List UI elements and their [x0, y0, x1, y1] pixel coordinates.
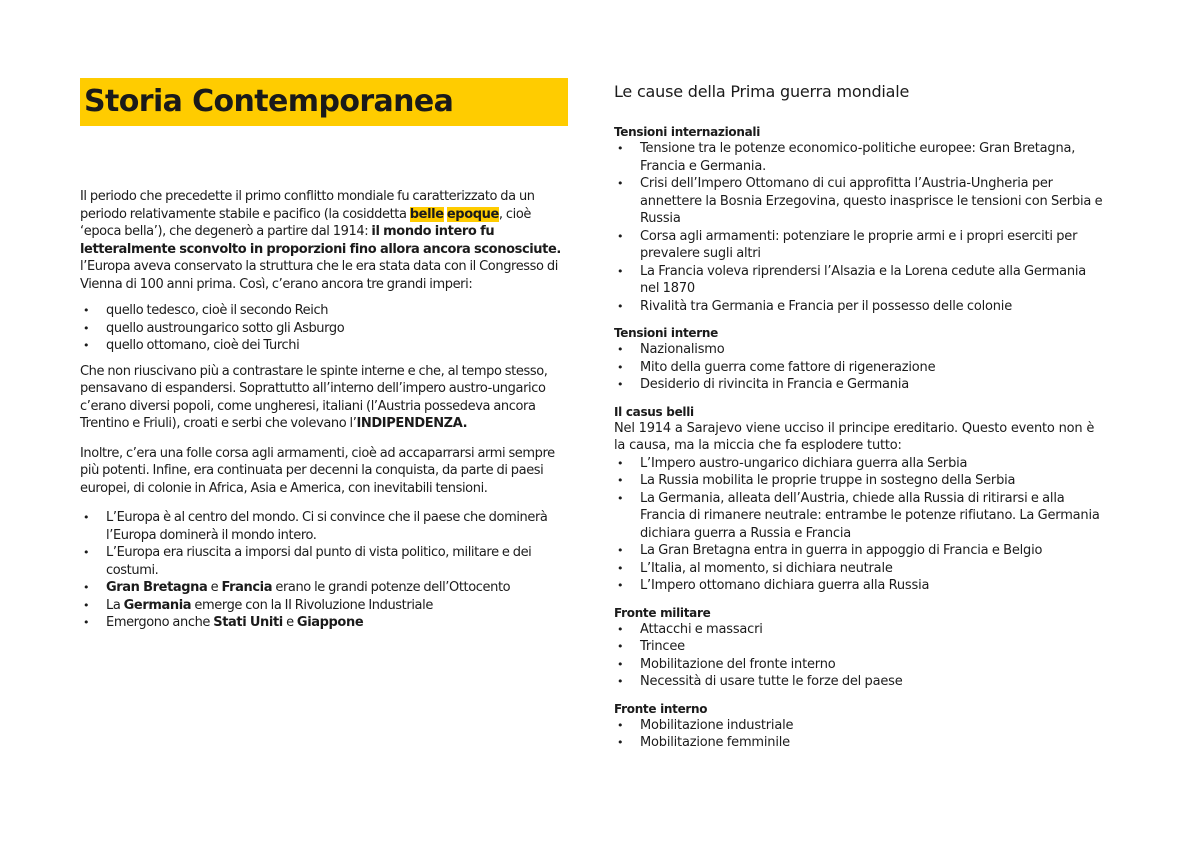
bullet-icon: • — [617, 456, 624, 470]
list-item-text: quello austroungarico sotto gli Asburgo — [106, 320, 345, 336]
bullet-icon: • — [617, 264, 624, 278]
list-item — [614, 490, 1104, 543]
list-item — [614, 717, 1104, 735]
bullet-icon: • — [83, 511, 90, 524]
section-title: Le cause della Prima guerra mondiale — [614, 82, 910, 101]
list-item-text: Tensione tra le potenze economico-politiche europee: Gran Bretagna, Francia e Germania. — [640, 141, 1076, 174]
bold-gran-bretagna: Gran Bretagna — [106, 580, 208, 595]
list-item-text: L’Europa è al centro del mondo. Ci si convince che il paese che dominerà l’Europa dominerà il mondo intero. — [106, 510, 548, 543]
bullet-icon: • — [617, 491, 624, 505]
block-fronte-militare — [614, 605, 1104, 691]
bullet-icon: • — [617, 474, 624, 487]
list-item-text: Necessità di usare tutte le forze del paese — [640, 674, 903, 689]
list-item-text: erano le grandi potenze dell’Ottocento — [272, 580, 511, 595]
bold-germania: Germania — [123, 597, 192, 613]
list-item-text: e — [282, 615, 297, 630]
list-item — [614, 542, 1104, 560]
paragraph-armaments: Inoltre, c’era una folle corsa agli armamenti, cioè ad accaparrarsi armi sempre più potenti. Infine, era continuata per decenni la conquista, da parte di paesi europei, di colonie in Africa, Asia e America, con inevitabili tensioni. — [80, 445, 555, 496]
bullet-icon: • — [617, 640, 624, 653]
block-casus-belli — [614, 404, 1104, 595]
list-item — [80, 509, 570, 544]
list-item — [614, 175, 1104, 228]
intro-text-3: , cioè ‘epoca bella’), che degenerò a partire dal 1914: — [80, 206, 531, 239]
list-item — [80, 614, 570, 632]
europe-list — [80, 509, 570, 632]
bullet-icon: • — [617, 718, 624, 732]
list-item-text: L’Impero ottomano dichiara guerra alla Russia — [640, 578, 930, 593]
list-item — [80, 302, 570, 320]
bullet-icon: • — [83, 581, 90, 594]
right-column — [614, 82, 1104, 762]
bold-giappone: Giappone — [296, 615, 364, 630]
bold-francia: Francia — [221, 580, 273, 595]
list-item — [614, 263, 1104, 298]
bullet-icon: • — [617, 343, 624, 356]
list-item-text: emerge con la II Rivoluzione Industriale — [191, 597, 433, 613]
highlight-epoque: epoque — [446, 206, 499, 222]
subheading: Tensioni interne — [614, 326, 718, 340]
list-item — [614, 298, 1104, 316]
list-item — [614, 359, 1104, 377]
bullet-icon: • — [617, 675, 624, 688]
list-item-text: Rivalità tra Germania e Francia per il possesso delle colonie — [640, 298, 1012, 314]
list-item-text: Mito della guerra come fattore di rigenerazione — [640, 359, 936, 375]
list-item — [80, 579, 570, 597]
list-item-text: La — [106, 597, 124, 613]
bullet-icon: • — [83, 321, 90, 335]
list-item — [80, 337, 570, 355]
bullet-icon: • — [617, 622, 624, 636]
list-item — [614, 140, 1104, 175]
list-item — [80, 320, 570, 338]
bullet-list — [614, 140, 1104, 315]
bullet-list — [614, 455, 1104, 595]
bullet-icon: • — [617, 736, 624, 749]
list-item — [614, 472, 1104, 490]
list-item-text: La Russia mobilita le proprie truppe in sostegno della Serbia — [640, 473, 1016, 488]
bullet-icon: • — [617, 177, 624, 190]
list-item-text: Mobilitazione industriale — [640, 717, 794, 733]
list-item-text: La Francia voleva riprendersi l’Alsazia e la Lorena cedute alla Germania nel 1870 — [640, 263, 1087, 296]
list-item-text: Desiderio di rivincita in Francia e Germania — [640, 377, 910, 392]
bullet-icon: • — [617, 378, 624, 391]
bold-independenza: INDIPENDENZA. — [356, 416, 468, 431]
list-item — [614, 638, 1104, 656]
list-item-text: La Germania, alleata dell’Austria, chiede alla Russia di ritirarsi e alla Francia di rimanere neutrale: entrambe le potenze rifiutano. La Germania dichiara guerra a Russia e Francia — [640, 490, 1100, 541]
paragraph-internal-pressures — [80, 363, 570, 433]
block-fronte-interno — [614, 701, 1104, 752]
list-item — [614, 455, 1104, 473]
bold-stati-uniti: Stati Uniti — [213, 615, 283, 630]
subheading: Fronte interno — [614, 701, 708, 716]
list-item — [614, 228, 1104, 263]
bullet-icon: • — [83, 546, 90, 559]
paragraph-text: Che non riuscivano più a contrastare le spinte interne e che, al tempo stesso, pensavano di espandersi. Soprattutto all’interno dell’impero austro-ungarico c’erano diversi popoli, come ungheresi, italiani (l’Austria possedeva ancora Trentino e Friuli), croati e serbi che volevano l’ — [80, 363, 548, 431]
left-column — [80, 78, 570, 640]
list-item-text: Corsa agli armamenti: potenziare le proprie armi e i propri eserciti per prevalere sugli altri — [640, 228, 1078, 261]
bullet-icon: • — [83, 598, 90, 612]
bullet-list — [614, 717, 1104, 752]
intro-text-1: Il periodo che precedette il primo conflitto mondiale fu caratterizzato da un periodo relativamente stabile e pacifico (la cosiddetta — [80, 189, 535, 222]
list-item-text: Trincee — [640, 639, 685, 654]
empires-list — [80, 302, 570, 355]
list-item-text: Mobilitazione del fronte interno — [640, 656, 836, 672]
bullet-icon: • — [617, 299, 624, 313]
bullet-icon: • — [83, 616, 90, 629]
list-item — [614, 656, 1104, 674]
bullet-list — [614, 621, 1104, 691]
page-title: Storia Contemporanea — [84, 84, 454, 119]
bullet-icon: • — [83, 304, 90, 317]
bullet-icon: • — [617, 142, 624, 155]
list-item-text: L’Italia, al momento, si dichiara neutrale — [640, 560, 893, 576]
list-item — [80, 544, 570, 579]
list-item — [614, 621, 1104, 639]
list-item — [614, 376, 1104, 394]
bullet-icon: • — [617, 544, 624, 557]
bullet-icon: • — [83, 339, 90, 352]
list-item-text: Crisi dell’Impero Ottomano di cui approfitta l’Austria-Ungheria per annettere la Bosnia Erzegovina, questo inasprisce le tensioni con Serbia e Russia — [640, 176, 1103, 226]
list-item — [614, 734, 1104, 752]
list-item-text: e — [207, 580, 222, 595]
list-item-text: quello tedesco, cioè il secondo Reich — [106, 303, 329, 318]
subheading: Tensioni internazionali — [614, 125, 761, 139]
list-item — [614, 673, 1104, 691]
list-item-text: Attacchi e massacri — [640, 621, 763, 637]
list-item-text: L’Impero austro-ungarico dichiara guerra alla Serbia — [640, 455, 968, 471]
bullet-icon: • — [617, 561, 624, 575]
subheading: Fronte militare — [614, 605, 711, 620]
list-item — [614, 577, 1104, 595]
intro-text-4: l’Europa aveva conservato la struttura che le era stata data con il Congresso di Vienna di 100 anni prima. Così, c’erano ancora tre grandi imperi: — [80, 259, 558, 292]
list-item-text: L’Europa era riuscita a imporsi dal punto di vista politico, militare e dei costumi. — [106, 545, 532, 578]
highlight-belle: belle — [409, 206, 444, 222]
bullet-icon: • — [617, 360, 624, 374]
casus-belli-text: Nel 1914 a Sarajevo viene ucciso il principe ereditario. Questo evento non è la causa, ma la miccia che fa esplodere tutto: — [614, 420, 1095, 453]
block-tensioni-internazionali — [614, 124, 1104, 315]
title-highlight-box — [80, 78, 568, 126]
bullet-icon: • — [617, 657, 624, 671]
list-item — [80, 597, 570, 615]
block-tensioni-interne — [614, 325, 1104, 394]
bullet-list — [614, 341, 1104, 394]
list-item — [614, 560, 1104, 578]
subheading: Il casus belli — [614, 404, 694, 419]
list-item-text: La Gran Bretagna entra in guerra in appoggio di Francia e Belgio — [640, 543, 1043, 558]
bullet-icon: • — [617, 229, 624, 243]
list-item-text: Mobilitazione femminile — [640, 735, 790, 750]
list-item-text: quello ottomano, cioè dei Turchi — [106, 338, 300, 353]
bullet-icon: • — [617, 579, 624, 592]
list-item — [614, 341, 1104, 359]
intro-paragraph — [80, 188, 570, 293]
list-item-text: Emergono anche — [106, 615, 214, 630]
list-item-text: Nazionalismo — [640, 342, 725, 357]
intro-bold-statement: il mondo intero fu letteralmente sconvolto in proporzioni fino allora ancora sconosciute. — [80, 224, 561, 257]
